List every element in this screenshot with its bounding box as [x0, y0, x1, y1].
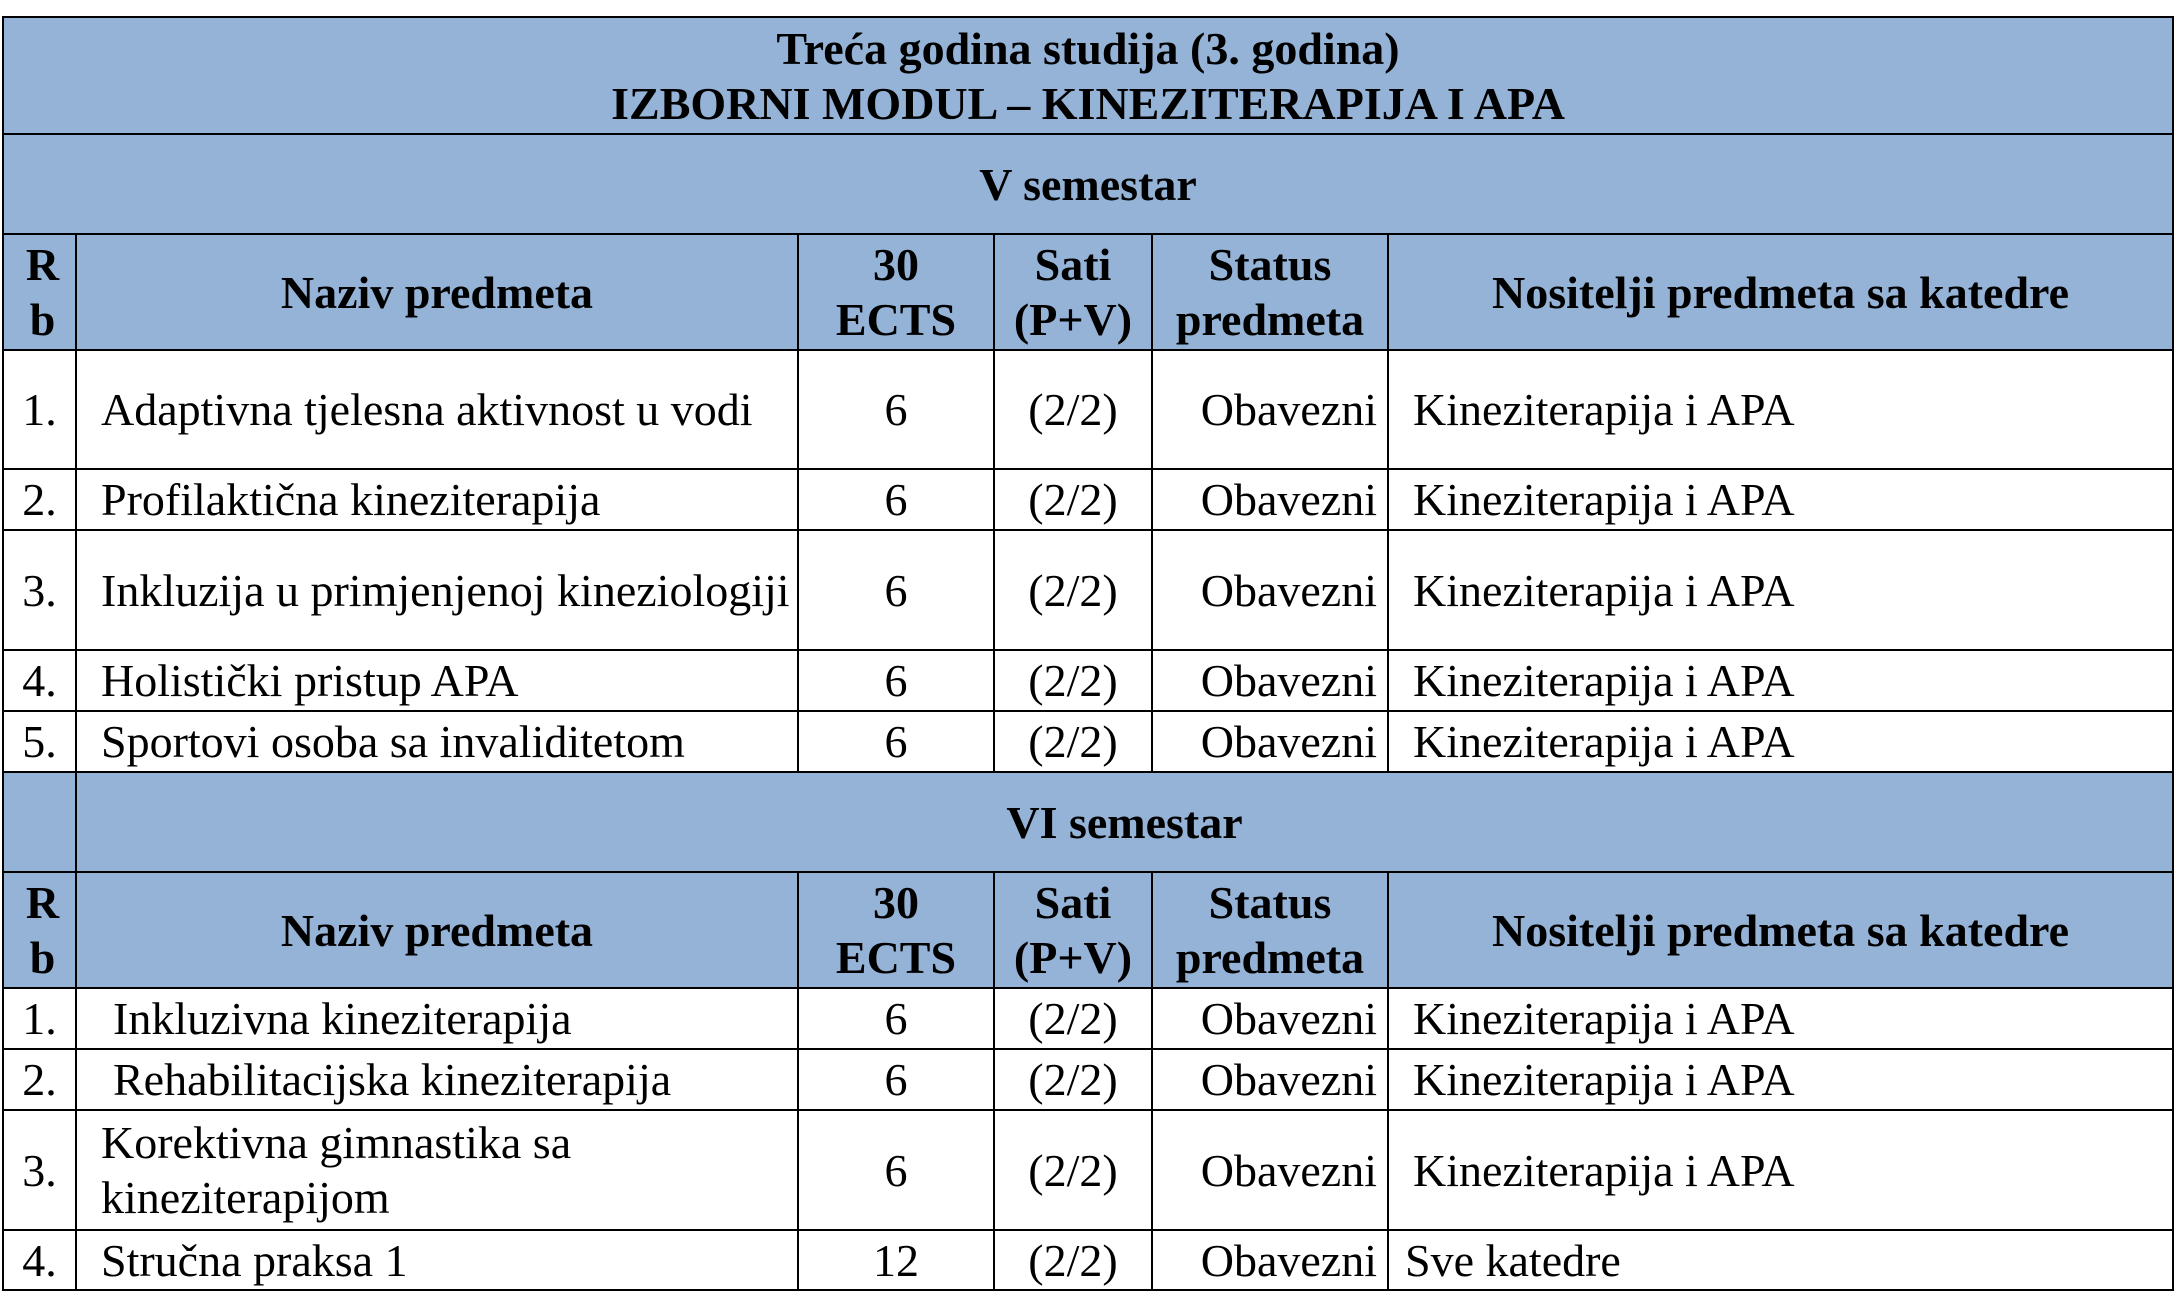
- table-row: [3, 650, 2173, 711]
- title-line-1: Treća godina studija (3. godina): [776, 22, 1400, 74]
- col-nositelji: Nositelji predmeta sa katedre: [1388, 234, 2173, 350]
- cell-nositelji: Kineziterapija i APA: [1388, 650, 2173, 711]
- table-row: [3, 469, 2173, 530]
- cell-rb: 3.: [3, 1110, 76, 1230]
- cell-sati: (2/2): [994, 1230, 1152, 1290]
- semester-title: V semestar: [3, 134, 2173, 234]
- cell-status: Obavezni: [1152, 1049, 1388, 1110]
- semester-row: [3, 772, 2173, 872]
- col-ects: 30 ECTS: [798, 234, 994, 350]
- cell-nositelji: Sve katedre: [1388, 1230, 2173, 1290]
- semester-title: VI semestar: [76, 772, 2173, 872]
- cell-nositelji: Kineziterapija i APA: [1388, 1110, 2173, 1230]
- blank-cell: [3, 772, 76, 872]
- cell-status: Obavezni: [1152, 988, 1388, 1049]
- table-row: [3, 1110, 2173, 1230]
- col-ects: 30 ECTS: [798, 872, 994, 988]
- curriculum-table: [2, 16, 2174, 1291]
- cell-sati: (2/2): [994, 469, 1152, 530]
- cell-sati: (2/2): [994, 711, 1152, 772]
- cell-status: Obavezni: [1152, 469, 1388, 530]
- cell-ects: 6: [798, 350, 994, 469]
- cell-naziv: Profilaktična kineziterapija: [76, 469, 798, 530]
- cell-nositelji: Kineziterapija i APA: [1388, 711, 2173, 772]
- cell-ects: 6: [798, 469, 994, 530]
- col-naziv: Naziv predmeta: [76, 872, 798, 988]
- col-sati: Sati (P+V): [994, 234, 1152, 350]
- cell-status: Obavezni: [1152, 1110, 1388, 1230]
- document-page: [0, 16, 2176, 1300]
- cell-naziv: Inkluzivna kineziterapija: [76, 988, 798, 1049]
- cell-sati: (2/2): [994, 988, 1152, 1049]
- col-rb: R b: [3, 234, 76, 350]
- cell-ects: 6: [798, 530, 994, 650]
- cell-naziv: Inkluzija u primjenjenoj kineziologiji: [76, 530, 798, 650]
- cell-nositelji: Kineziterapija i APA: [1388, 350, 2173, 469]
- cell-rb: 2.: [3, 1049, 76, 1110]
- table-row: [3, 988, 2173, 1049]
- cell-status: Obavezni: [1152, 711, 1388, 772]
- cell-status: Obavezni: [1152, 530, 1388, 650]
- cell-sati: (2/2): [994, 1049, 1152, 1110]
- cell-rb: 4.: [3, 1230, 76, 1290]
- cell-ects: 6: [798, 711, 994, 772]
- table-row: [3, 530, 2173, 650]
- col-nositelji: Nositelji predmeta sa katedre: [1388, 872, 2173, 988]
- title-row: [3, 17, 2173, 134]
- cell-ects: 12: [798, 1230, 994, 1290]
- column-header-row: [3, 234, 2173, 350]
- table-row: [3, 1049, 2173, 1110]
- cell-naziv: Holistički pristup APA: [76, 650, 798, 711]
- cell-naziv: Rehabilitacijska kineziterapija: [76, 1049, 798, 1110]
- table-title: [3, 17, 2173, 134]
- cell-status: Obavezni: [1152, 1230, 1388, 1290]
- cell-ects: 6: [798, 650, 994, 711]
- cell-sati: (2/2): [994, 350, 1152, 469]
- col-sati: Sati (P+V): [994, 872, 1152, 988]
- cell-rb: 1.: [3, 350, 76, 469]
- title-line-2: IZBORNI MODUL – KINEZITERAPIJA I APA: [611, 77, 1565, 129]
- table-row: [3, 1230, 2173, 1290]
- cell-status: Obavezni: [1152, 350, 1388, 469]
- cell-rb: 4.: [3, 650, 76, 711]
- cell-ects: 6: [798, 1049, 994, 1110]
- col-status: Status predmeta: [1152, 872, 1388, 988]
- cell-nositelji: Kineziterapija i APA: [1388, 530, 2173, 650]
- cell-nositelji: Kineziterapija i APA: [1388, 469, 2173, 530]
- table-row: [3, 711, 2173, 772]
- cell-naziv: Sportovi osoba sa invaliditetom: [76, 711, 798, 772]
- cell-naziv: Adaptivna tjelesna aktivnost u vodi: [76, 350, 798, 469]
- table-row: [3, 350, 2173, 469]
- cell-naziv: Korektivna gimnastika sa kineziterapijom: [76, 1110, 798, 1230]
- cell-nositelji: Kineziterapija i APA: [1388, 1049, 2173, 1110]
- col-rb: R b: [3, 872, 76, 988]
- cell-rb: 2.: [3, 469, 76, 530]
- col-status: Status predmeta: [1152, 234, 1388, 350]
- cell-naziv: Stručna praksa 1: [76, 1230, 798, 1290]
- column-header-row: [3, 872, 2173, 988]
- cell-ects: 6: [798, 1110, 994, 1230]
- cell-ects: 6: [798, 988, 994, 1049]
- semester-row: [3, 134, 2173, 234]
- cell-status: Obavezni: [1152, 650, 1388, 711]
- cell-sati: (2/2): [994, 1110, 1152, 1230]
- cell-rb: 1.: [3, 988, 76, 1049]
- cell-sati: (2/2): [994, 650, 1152, 711]
- cell-rb: 5.: [3, 711, 76, 772]
- cell-nositelji: Kineziterapija i APA: [1388, 988, 2173, 1049]
- cell-rb: 3.: [3, 530, 76, 650]
- col-naziv: Naziv predmeta: [76, 234, 798, 350]
- cell-sati: (2/2): [994, 530, 1152, 650]
